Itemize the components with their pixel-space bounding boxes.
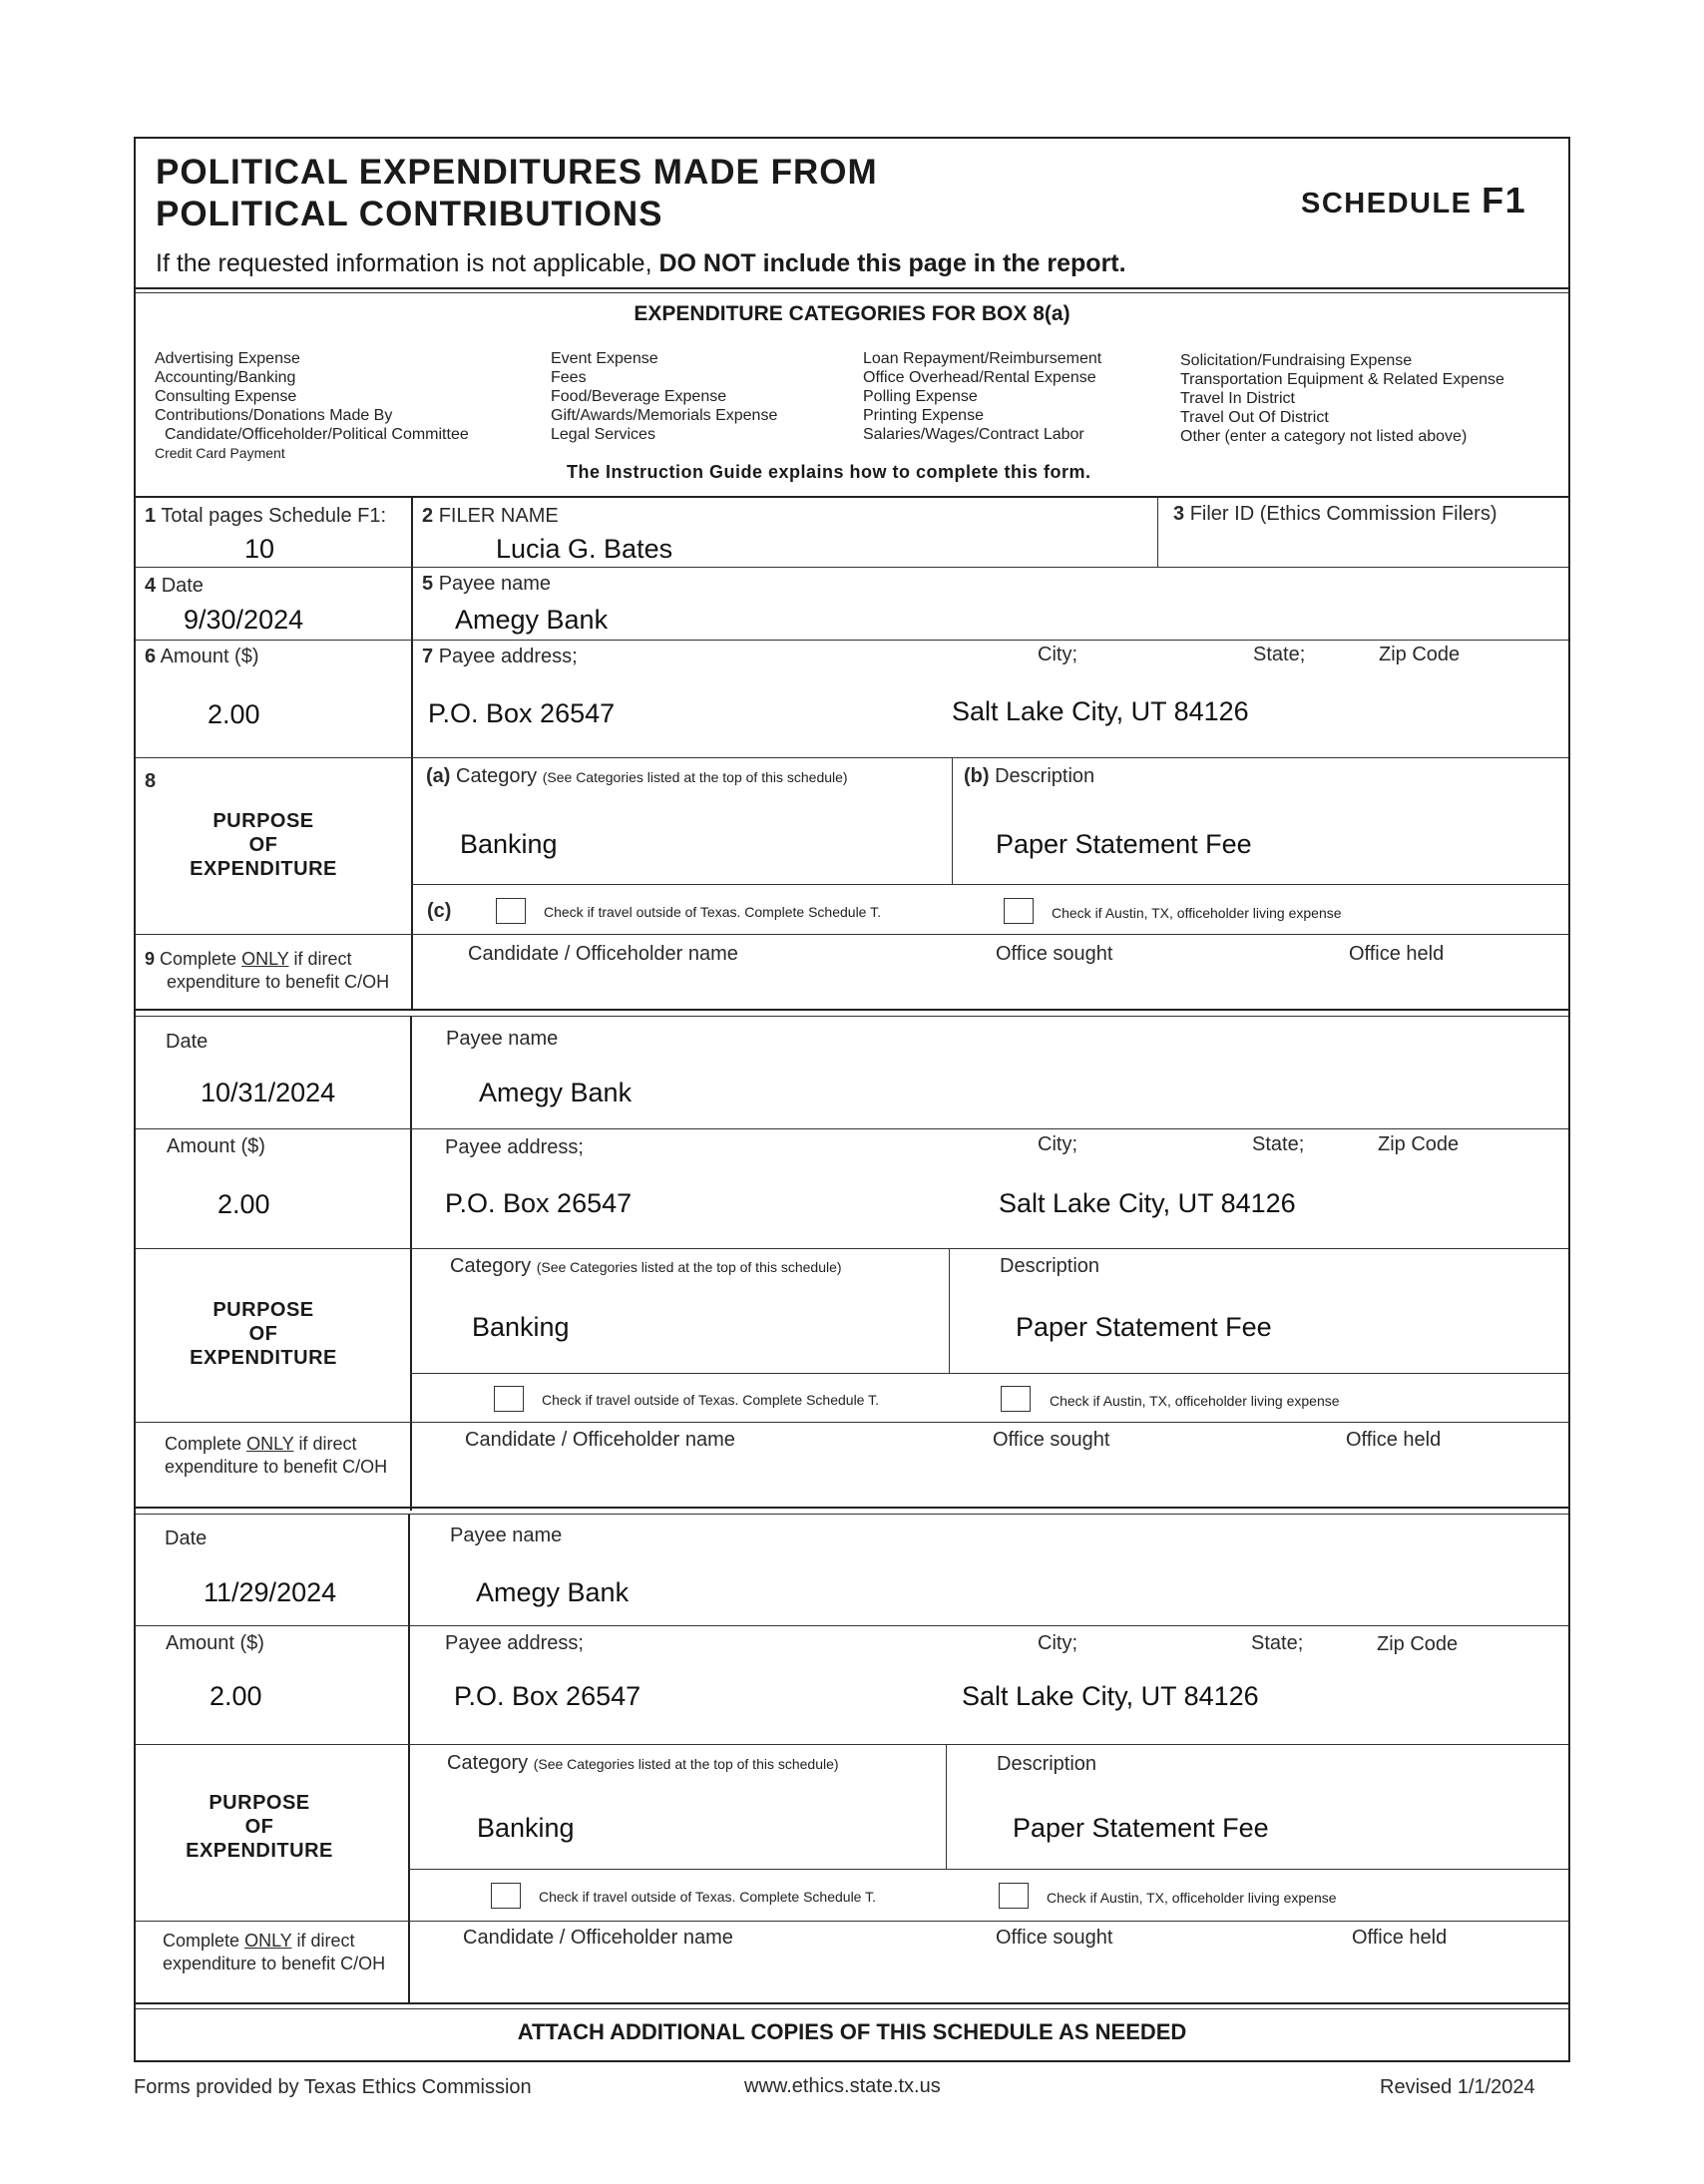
- date-value[interactable]: 11/29/2024: [204, 1577, 337, 1607]
- austin-expense-label: Check if Austin, TX, officeholder living expense: [1050, 1393, 1340, 1409]
- zip-label: Zip Code: [1379, 644, 1461, 665]
- field-number: 3: [1173, 503, 1185, 525]
- note-bold: DO NOT include this page in the report.: [658, 249, 1126, 277]
- candidate-name-label: Candidate / Officeholder name: [463, 1927, 733, 1949]
- purpose-line: PURPOSE: [213, 1299, 314, 1321]
- amount-label: Amount ($): [166, 1632, 264, 1654]
- amount-value[interactable]: 2.00: [210, 1681, 262, 1711]
- purpose-line: OF: [248, 834, 278, 856]
- city-state-zip-value[interactable]: Salt Lake City, UT 84126: [999, 1188, 1296, 1218]
- date-value[interactable]: 10/31/2024: [201, 1078, 336, 1107]
- field-label: Amount ($): [160, 646, 259, 667]
- attach-copies-note: ATTACH ADDITIONAL COPIES OF THIS SCHEDULE AS NEEDED: [517, 2019, 1187, 2044]
- purpose-heading: [164, 1298, 363, 1370]
- applicability-note: [156, 249, 1126, 278]
- category-item: Printing Expense: [863, 407, 984, 424]
- category-note: (See Categories listed at the top of this schedule): [533, 1756, 839, 1772]
- category-item: Contributions/Donations Made By: [155, 407, 393, 424]
- note-text: if direct: [293, 949, 352, 969]
- category-note: (See Categories listed at the top of this schedule): [542, 769, 848, 785]
- category-item: Office Overhead/Rental Expense: [863, 369, 1096, 386]
- category-label: [426, 765, 848, 788]
- categories-heading: EXPENDITURE CATEGORIES FOR BOX 8(a): [634, 302, 1070, 325]
- payee-name-label: Payee name: [446, 1028, 559, 1050]
- category-value[interactable]: Banking: [477, 1813, 575, 1843]
- austin-expense-checkbox[interactable]: [999, 1883, 1029, 1909]
- filer-id-label: [1173, 503, 1497, 526]
- note-text: if direct: [298, 1434, 357, 1454]
- office-held-label: Office held: [1352, 1927, 1448, 1949]
- travel-outside-label: Check if travel outside of Texas. Complete Schedule T.: [544, 904, 881, 920]
- field-label: FILER NAME: [438, 505, 559, 527]
- field-label: Payee address;: [438, 646, 578, 667]
- payee-name-value[interactable]: Amegy Bank: [455, 605, 609, 635]
- category-item: Event Expense: [551, 350, 658, 367]
- schedule-code: [1301, 180, 1526, 221]
- date-value[interactable]: 9/30/2024: [184, 605, 304, 635]
- form-title-line1: POLITICAL EXPENDITURES MADE FROM: [156, 153, 878, 192]
- category-item: Fees: [551, 369, 587, 386]
- category-item: Solicitation/Fundraising Expense: [1180, 352, 1413, 369]
- category-item: Candidate/Officeholder/Political Committee: [165, 426, 469, 443]
- instruction-note: The Instruction Guide explains how to complete this form.: [567, 462, 1091, 482]
- category-item: Food/Beverage Expense: [551, 388, 727, 405]
- office-sought-label: Office sought: [996, 943, 1113, 965]
- office-held-label: Office held: [1346, 1429, 1442, 1451]
- field-label: Date: [161, 575, 204, 597]
- payee-address-value[interactable]: P.O. Box 26547: [445, 1188, 633, 1218]
- date-label: Date: [166, 1031, 209, 1053]
- category-item: Accounting/Banking: [155, 369, 296, 386]
- payee-name-value[interactable]: Amegy Bank: [476, 1577, 630, 1607]
- payee-address-label: Payee address;: [445, 1136, 584, 1158]
- payee-address-value[interactable]: P.O. Box 26547: [454, 1681, 641, 1711]
- note-text: ONLY: [241, 949, 289, 969]
- category-item: Gift/Awards/Memorials Expense: [551, 407, 778, 424]
- purpose-heading: [160, 1791, 359, 1863]
- total-pages-value[interactable]: 10: [244, 534, 275, 564]
- complete-only-note: [145, 948, 389, 994]
- filer-name-label: [422, 505, 559, 528]
- payee-address-label: [422, 646, 578, 668]
- field-label: Payee name: [438, 573, 551, 595]
- category-item: Other (enter a category not listed above): [1180, 428, 1468, 445]
- field-label: Filer ID (Ethics Commission Filers): [1189, 503, 1497, 525]
- purpose-line: OF: [248, 1323, 278, 1345]
- category-item: Salaries/Wages/Contract Labor: [863, 426, 1084, 443]
- category-value[interactable]: Banking: [472, 1312, 570, 1342]
- note-text: Complete: [160, 949, 237, 969]
- amount-value[interactable]: 2.00: [208, 699, 260, 729]
- note-text: if direct: [296, 1931, 355, 1951]
- description-value[interactable]: Paper Statement Fee: [1016, 1312, 1272, 1342]
- form-title-line2: POLITICAL CONTRIBUTIONS: [156, 195, 663, 233]
- category-item: Legal Services: [551, 426, 655, 443]
- travel-outside-label: Check if travel outside of Texas. Complete Schedule T.: [542, 1392, 879, 1408]
- category-item: Consulting Expense: [155, 388, 297, 405]
- description-label: Description: [997, 1753, 1097, 1775]
- candidate-name-label: Candidate / Officeholder name: [468, 943, 738, 965]
- note-text: expenditure to benefit C/OH: [167, 972, 390, 992]
- payee-name-label: [422, 573, 551, 596]
- category-value[interactable]: Banking: [460, 829, 558, 859]
- amount-value[interactable]: 2.00: [217, 1189, 270, 1219]
- categories-col3: [863, 349, 1101, 444]
- zip-label: Zip Code: [1378, 1133, 1460, 1155]
- field-number: (b): [964, 765, 990, 787]
- state-label: State;: [1252, 1133, 1305, 1155]
- note-text: ONLY: [246, 1434, 294, 1454]
- field-label: Category: [456, 765, 538, 787]
- austin-expense-label: Check if Austin, TX, officeholder living expense: [1052, 905, 1342, 921]
- payee-name-value[interactable]: Amegy Bank: [479, 1078, 633, 1107]
- state-label: State;: [1253, 644, 1306, 665]
- purpose-line: EXPENDITURE: [186, 1840, 333, 1862]
- purpose-line: OF: [244, 1816, 274, 1838]
- category-label: [447, 1752, 839, 1775]
- office-sought-label: Office sought: [993, 1429, 1110, 1451]
- category-item: Transportation Equipment & Related Expense: [1180, 371, 1504, 388]
- purpose-heading: [164, 809, 363, 881]
- field-label: Category: [447, 1752, 529, 1774]
- field-number: 8: [145, 770, 157, 792]
- travel-outside-checkbox[interactable]: [496, 898, 526, 924]
- schedule-letter: F1: [1482, 180, 1527, 220]
- state-label: State;: [1251, 1632, 1304, 1654]
- categories-col2: [551, 349, 777, 444]
- field-label: Total pages Schedule F1:: [161, 505, 387, 527]
- field-number: (c): [427, 900, 452, 922]
- footer-provider: Forms provided by Texas Ethics Commission: [134, 2076, 532, 2098]
- category-item: Credit Card Payment: [155, 445, 285, 461]
- note-text: expenditure to benefit C/OH: [165, 1457, 388, 1477]
- zip-label: Zip Code: [1377, 1633, 1459, 1655]
- travel-outside-checkbox[interactable]: [491, 1883, 521, 1909]
- purpose-line: PURPOSE: [209, 1792, 310, 1814]
- austin-expense-checkbox[interactable]: [1004, 898, 1034, 924]
- category-item: Travel In District: [1180, 390, 1295, 407]
- purpose-number: [145, 770, 156, 793]
- austin-expense-checkbox[interactable]: [1001, 1386, 1031, 1412]
- travel-outside-checkbox[interactable]: [494, 1386, 524, 1412]
- category-item: Loan Repayment/Reimbursement: [863, 350, 1102, 367]
- description-value[interactable]: Paper Statement Fee: [1013, 1813, 1269, 1843]
- note-text: ONLY: [244, 1931, 292, 1951]
- city-label: City;: [1038, 644, 1077, 665]
- footer-revised: Revised 1/1/2024: [1380, 2076, 1535, 2098]
- purpose-line: EXPENDITURE: [190, 1347, 337, 1369]
- field-number: 7: [422, 646, 434, 667]
- note-text: Complete: [163, 1931, 240, 1951]
- field-label: Description: [995, 765, 1095, 787]
- city-label: City;: [1038, 1133, 1077, 1155]
- category-item: Polling Expense: [863, 388, 978, 405]
- categories-col4: [1180, 351, 1504, 446]
- schedule-word: SCHEDULE: [1301, 188, 1473, 219]
- city-state-zip-value[interactable]: Salt Lake City, UT 84126: [962, 1681, 1259, 1711]
- description-label: [964, 765, 1094, 788]
- amount-label: [145, 646, 259, 668]
- complete-only-note: [163, 1930, 385, 1975]
- complete-only-note: [165, 1433, 387, 1479]
- date-label: Date: [165, 1528, 208, 1549]
- category-label: [450, 1255, 842, 1278]
- description-value[interactable]: Paper Statement Fee: [996, 829, 1252, 859]
- note-prefix: If the requested information is not applicable,: [156, 249, 652, 277]
- amount-label: Amount ($): [167, 1135, 265, 1157]
- office-sought-label: Office sought: [996, 1927, 1113, 1949]
- purpose-line: EXPENDITURE: [190, 858, 337, 880]
- note-text: Complete: [165, 1434, 242, 1454]
- candidate-name-label: Candidate / Officeholder name: [465, 1429, 735, 1451]
- check-c-label: [427, 900, 451, 923]
- footer-website[interactable]: www.ethics.state.tx.us: [744, 2075, 941, 2097]
- field-number: 9: [145, 949, 156, 969]
- city-state-zip-value[interactable]: Salt Lake City, UT 84126: [952, 696, 1249, 726]
- payee-address-label: Payee address;: [445, 1632, 584, 1654]
- payee-name-label: Payee name: [450, 1525, 563, 1546]
- category-note: (See Categories listed at the top of this schedule): [536, 1259, 842, 1275]
- field-label: Category: [450, 1255, 532, 1277]
- category-item: Advertising Expense: [155, 350, 300, 367]
- field-number: 4: [145, 575, 157, 597]
- note-text: expenditure to benefit C/OH: [163, 1954, 386, 1973]
- field-number: 6: [145, 646, 157, 667]
- field-number: 1: [145, 505, 157, 527]
- travel-outside-label: Check if travel outside of Texas. Complete Schedule T.: [539, 1889, 876, 1905]
- city-label: City;: [1038, 1632, 1077, 1654]
- payee-address-value[interactable]: P.O. Box 26547: [428, 698, 616, 728]
- date-label: [145, 575, 204, 598]
- office-held-label: Office held: [1349, 943, 1445, 965]
- description-label: Description: [1000, 1255, 1100, 1277]
- total-pages-label: [145, 505, 386, 528]
- categories-col1: [155, 349, 469, 463]
- austin-expense-label: Check if Austin, TX, officeholder living expense: [1047, 1890, 1337, 1906]
- category-item: Travel Out Of District: [1180, 409, 1329, 426]
- purpose-line: PURPOSE: [213, 810, 314, 832]
- field-number: (a): [426, 765, 451, 787]
- field-number: 5: [422, 573, 434, 595]
- field-number: 2: [422, 505, 434, 527]
- filer-name-value[interactable]: Lucia G. Bates: [496, 534, 673, 564]
